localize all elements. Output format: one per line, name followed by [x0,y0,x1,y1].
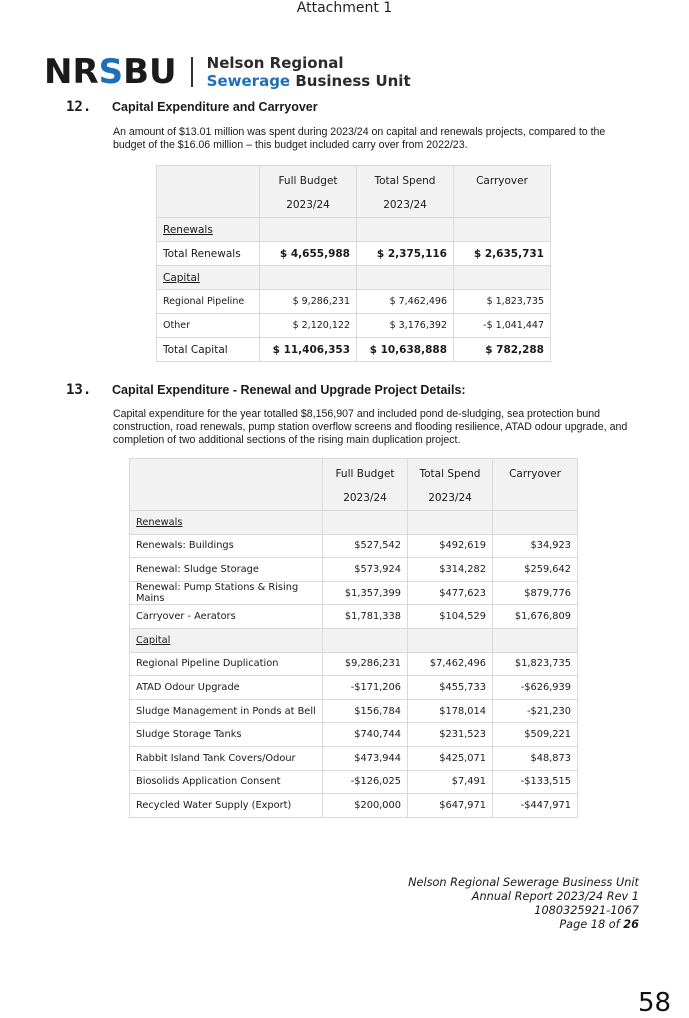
header-blank-cell [157,166,260,218]
carryover-cell: -$ 1,041,447 [454,314,551,338]
carryover-cell: -$21,230 [493,699,578,723]
table-row [130,628,578,652]
footer-doc-id: 1080325921-1067 [534,904,639,917]
total-spend-cell: $231,523 [408,723,493,747]
full-budget-cell: $473,944 [323,746,408,770]
footer-report: Annual Report 2023/24 Rev 1 [471,890,639,903]
project-details-table [129,458,578,818]
carryover-cell: -$626,939 [493,676,578,700]
row-label: Regional Pipeline [157,290,260,314]
table-row [130,723,578,747]
header-full-budget [260,166,357,218]
empty-cell [323,628,408,652]
full-budget-cell: $527,542 [323,534,408,558]
header-carryover [454,166,551,218]
empty-cell [454,218,551,242]
section-number: 12. [66,99,92,115]
carryover-cell: $1,823,735 [493,652,578,676]
header-line-2: 2023/24 [286,199,330,211]
carryover-cell: $879,776 [493,581,578,605]
section-12-heading [66,99,318,115]
table-row [157,338,551,362]
logo-divider [191,57,193,87]
row-label: Other [157,314,260,338]
footer-page-total: 26 [623,918,639,931]
total-spend-cell: $7,491 [408,770,493,794]
carryover-cell: $48,873 [493,746,578,770]
empty-cell [357,266,454,290]
carryover-cell: -$133,515 [493,770,578,794]
header-blank-cell [130,459,323,511]
header-total-spend [357,166,454,218]
row-label: Recycled Water Supply (Export) [130,794,323,818]
report-footer [408,876,639,932]
row-label: Biosolids Application Consent [130,770,323,794]
row-label: Renewals: Buildings [130,534,323,558]
total-spend-cell: $ 3,176,392 [357,314,454,338]
table-row [157,242,551,266]
total-spend-cell: $ 7,462,496 [357,290,454,314]
row-label: Sludge Management in Ponds at Bell [130,699,323,723]
table-row [157,266,551,290]
table-row [157,314,551,338]
total-spend-cell: $ 2,375,116 [357,242,454,266]
table-row [130,794,578,818]
total-spend-cell: $647,971 [408,794,493,818]
empty-cell [408,511,493,535]
table-row [130,534,578,558]
section-12-paragraph: An amount of $13.01 million was spent during 2023/24 on capital and renewals projects, compared to the budget of the $16.06 million – this budget included carry over from 2022/23. [113,126,606,151]
nrsbu-logo [44,52,411,92]
header-line-2: 2023/24 [428,492,472,504]
header-line-2: 2023/24 [383,199,427,211]
total-spend-cell: $492,619 [408,534,493,558]
section-13-heading [66,382,466,398]
table-row [130,581,578,605]
group-label: Renewals [130,511,323,535]
capital-expenditure-table [156,165,551,362]
page-number: 58 [638,988,672,1018]
group-label-renewals: Renewals [157,218,260,242]
empty-cell [260,266,357,290]
full-budget-cell: $ 9,286,231 [260,290,357,314]
header-total-spend [408,459,493,511]
row-label: Renewal: Sludge Storage [130,558,323,582]
full-budget-cell: $1,357,399 [323,581,408,605]
table-row [130,558,578,582]
row-label: Renewal: Pump Stations & Rising Mains [130,581,323,605]
full-budget-cell: $ 4,655,988 [260,242,357,266]
total-spend-cell: $104,529 [408,605,493,629]
full-budget-cell: $ 2,120,122 [260,314,357,338]
carryover-cell: $34,923 [493,534,578,558]
carryover-cell: $ 1,823,735 [454,290,551,314]
logo-letters-bu: BU [123,52,177,92]
table-row [157,218,551,242]
section-title: Capital Expenditure - Renewal and Upgrade Project Details: [112,383,466,397]
empty-cell [493,511,578,535]
logo-line-1: Nelson Regional [206,54,344,72]
empty-cell [357,218,454,242]
row-label: Sludge Storage Tanks [130,723,323,747]
table-header-row [130,459,578,511]
footer-page-prefix: Page 18 of [559,918,624,931]
table-row [157,290,551,314]
header-line-1: Total Spend [374,175,436,187]
table-row [130,676,578,700]
total-spend-cell: $ 10,638,888 [357,338,454,362]
full-budget-cell: -$171,206 [323,676,408,700]
header-line-1: Full Budget [278,175,338,187]
full-budget-cell: $ 11,406,353 [260,338,357,362]
table-row [130,770,578,794]
full-budget-cell: $9,286,231 [323,652,408,676]
carryover-cell: $509,221 [493,723,578,747]
row-label: Rabbit Island Tank Covers/Odour [130,746,323,770]
footer-page [408,918,639,932]
row-label: Total Renewals [157,242,260,266]
empty-cell [323,511,408,535]
row-label: Total Capital [157,338,260,362]
row-label: Carryover - Aerators [130,605,323,629]
header-line-1: Total Spend [419,468,481,480]
total-spend-cell: $455,733 [408,676,493,700]
total-spend-cell: $314,282 [408,558,493,582]
logo-letters-nr: NR [44,52,99,92]
row-label: ATAD Odour Upgrade [130,676,323,700]
carryover-cell: $259,642 [493,558,578,582]
table-row [130,605,578,629]
table-row [130,746,578,770]
carryover-cell: -$447,971 [493,794,578,818]
full-budget-cell: $573,924 [323,558,408,582]
section-number: 13. [66,382,92,398]
header-full-budget [323,459,408,511]
row-label: Regional Pipeline Duplication [130,652,323,676]
header-line-1: Carryover [476,175,528,187]
carryover-cell: $ 2,635,731 [454,242,551,266]
logo-org-name [207,54,411,90]
empty-cell [454,266,551,290]
header-line-2: 2023/24 [343,492,387,504]
header-line-1: Carryover [509,468,561,480]
total-spend-cell: $7,462,496 [408,652,493,676]
table-header-row [157,166,551,218]
carryover-cell: $ 782,288 [454,338,551,362]
full-budget-cell: $740,744 [323,723,408,747]
table-row [130,511,578,535]
logo-wordmark [44,54,177,90]
full-budget-cell: $1,781,338 [323,605,408,629]
logo-letter-s: S [98,52,124,92]
empty-cell [493,628,578,652]
table-row [130,699,578,723]
logo-line-2 [207,72,411,90]
empty-cell [260,218,357,242]
total-spend-cell: $477,623 [408,581,493,605]
attachment-label: Attachment 1 [296,0,393,16]
section-title: Capital Expenditure and Carryover [112,100,318,114]
header-line-1: Full Budget [335,468,395,480]
full-budget-cell: -$126,025 [323,770,408,794]
empty-cell [408,628,493,652]
logo-line-2-blue: Sewerage [206,72,291,90]
logo-line-2-rest: Business Unit [290,72,411,90]
group-label-capital: Capital [157,266,260,290]
full-budget-cell: $200,000 [323,794,408,818]
carryover-cell: $1,676,809 [493,605,578,629]
total-spend-cell: $178,014 [408,699,493,723]
section-13-paragraph: Capital expenditure for the year totalled $8,156,907 and included pond de-sludging, sea protection bund construction, road renewals, pump station overflow screens and flooding resilience, ATAD odour upgrade, and completion of two additional sections of the rising main duplication project. [113,408,628,446]
table-row [130,652,578,676]
header-carryover [493,459,578,511]
footer-org: Nelson Regional Sewerage Business Unit [408,876,639,889]
total-spend-cell: $425,071 [408,746,493,770]
group-label: Capital [130,628,323,652]
full-budget-cell: $156,784 [323,699,408,723]
